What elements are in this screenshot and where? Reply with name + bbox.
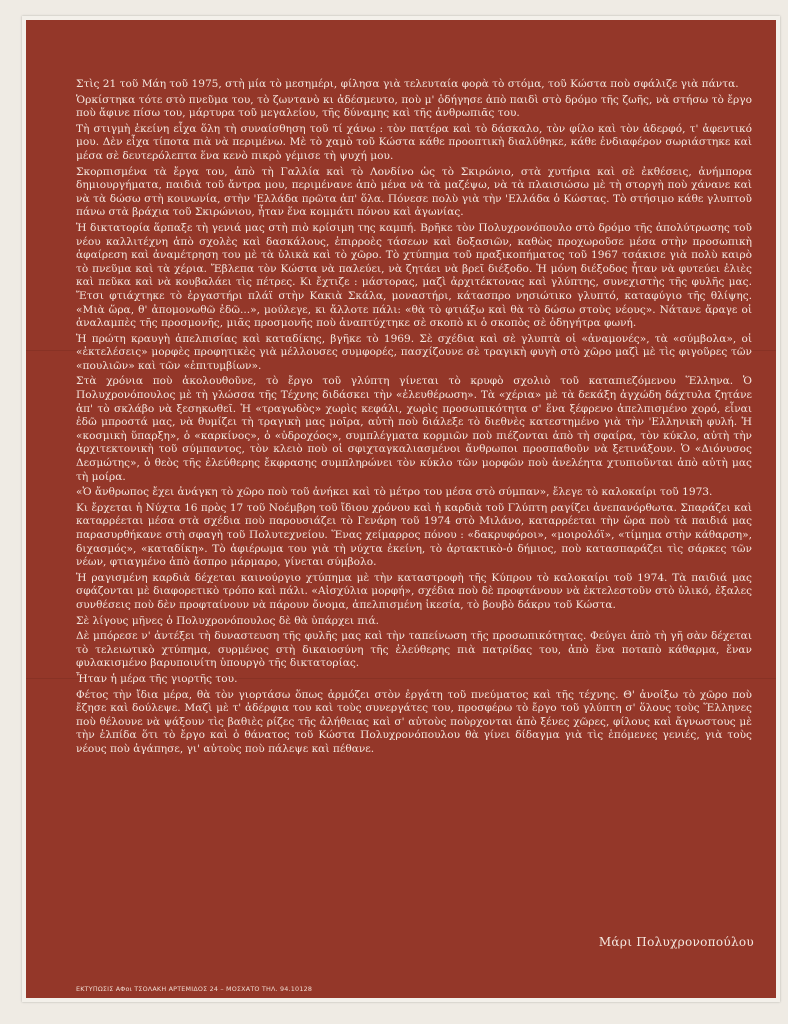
printer-credit: ΕΚΤΥΠΩΣΙΣ ΑΦοι ΤΣΟΛΑΚΗ ΑΡΤΕΜΙΔΟΣ 24 – ΜΟΣΧΑΤΟ ΤΗΛ. 94.10128 (76, 985, 313, 993)
paragraph: Κι ἔρχεται ἡ Νύχτα 16 πρὸς 17 τοῦ Νοέμβρη τοῦ ἴδιου χρόνου καὶ ἡ καρδιὰ τοῦ Γλύπτη ραγίζει ἀνεπανόρθωτα. Σπαράζει καὶ καταρρέεται μέσα στὰ σχέδια ποὺ παρουσιάζει τὸ Γενάρη τοῦ 1974 στὸ Μιλάνο, καταρρέεται τὴν ὥρα ποὺ τὰ παιδιά μας παρασυρθήκανε στὴ σφαγὴ τοῦ Πολυτεχνείου. Ἕνας χείμαρρος πόνου : «δακρυφόροι», «μοιρολόϊ», «τίμημα στὴν κάθαρση», διχασμός», «καταδίκη». Τὸ ἀφιέρωμα του γιὰ τὴ νύχτα ἐκείνη, τὸ ἀρτακτικὸ-ὁ δήμιος, ποὺ κατασπαράζει τὶς σάρκες τῶν νέων, φτιαγμένο ἀπὸ ἄσπρο μάρμαρο, γίνεται σύμβολο. (76, 501, 752, 569)
paragraph: Δὲ μπόρεσε ν' ἀντέξει τὴ δυναστευση τῆς φυλῆς μας καὶ τὴν ταπείνωση τῆς προσωπικότητας. Φεύγει ἀπὸ τὴ γῆ σὰν δέχεται τὸ τελειωτικὸ χτύπημα, συρμένος στὴ δικαιοσύνη τῆς ἐλεύθερης πιὰ πατρίδας του, ἀπὸ ἕνα ποταπὸ κάθαρμα, ἕναν φυλακισμένο βαρυποινίτη ὑπουργὸ τῆς δικτατορίας. (76, 630, 752, 670)
paragraph: «Ὁ ἄνθρωπος ἔχει ἀνάγκη τὸ χῶρο ποὺ τοῦ ἀνήκει καὶ τὸ μέτρο του μέσα στὸ σύμπαν», ἔλεγε τὸ καλοκαίρι τοῦ 1973. (76, 486, 713, 499)
letter-body (76, 78, 752, 759)
paragraph: Τὴ στιγμὴ ἐκείνη εἶχα ὅλη τὴ συναίσθηση τοῦ τί χάνω : τὸν πατέρα καὶ τὸ δάσκαλο, τὸν φίλο καὶ τὸν ἀδερφό, τ' ἀφεντικό μου. Δὲν εἶχα τίποτα πιὰ νὰ περιμένω. Μὲ τὸ χαμὸ τοῦ Κώστα κάθε προοπτικὴ διαλύθηκε, κάθε ἐνδιαφέρον σωριάστηκε καὶ μέσα σὲ δευτερόλεπτα ἕνα κενὸ πικρὸ γέμισε τὴ ψυχή μου. (76, 122, 752, 162)
paragraph: Ἡ ραγισμένη καρδιὰ δέχεται καινούργιο χτύπημα μὲ τὴν καταστροφὴ τῆς Κύπρου τὸ καλοκαίρι τοῦ 1974. Τὰ παιδιά μας σφάζονται μὲ διαφορετικὸ τρόπο καὶ πάλι. «Αἰσχύλια μορφή», σχέδια ποὺ δὲ προφτάνουν νὰ ἐκτελεστοῦν στὸ ὑλικό, ἐξαλες συνθέσεις ποὺ δὲν προφταίνουν νὰ πάρουν ὄνομα, ἀπελπισμένη ἱκεσία, τὸ βουβὸ δάκρυ τοῦ Κώστα. (76, 571, 752, 611)
paragraph: Στὶς 21 τοῦ Μάη τοῦ 1975, στὴ μία τὸ μεσημέρι, φίλησα γιὰ τελευταία φορὰ τὸ στόμα, τοῦ Κώστα ποὺ σφάλιζε γιὰ πάντα. (76, 78, 739, 90)
paragraph: Ὁρκίστηκα τότε στὸ πνεῦμα του, τὸ ζωντανὸ κι ἀδέσμευτο, ποὺ μ' ὁδήγησε ἀπὸ παιδὶ στὸ δρόμο τῆς ζωῆς, νὰ στήσω τὸ ἔργο ποὺ ἄφινε πίσω του, μάρτυρα τοῦ μεγαλείου, τῆς δύναμης καὶ τῆς ἀνθρωπιᾶς του. (76, 93, 752, 120)
paper-sheet (22, 16, 780, 1002)
paragraph: Φέτος τὴν ἴδια μέρα, θὰ τὸν γιορτάσω ὅπως ἁρμόζει στὸν ἐργάτη τοῦ πνεύματος καὶ τῆς τέχνης. Θ' ἀνοίξω τὸ χῶρο ποὺ ἔζησε καὶ δούλεψε. Μαζὶ μὲ τ' ἀδέρφια του καὶ τοὺς συνεργάτες του, προσφέρω τὸ ἔργο τοῦ γλύπτη σ' ὅλους τοὺς Ἕλληνες ποὺ θέλουνε νὰ ψάξουν τὶς βαθιὲς ρίζες τῆς ἀλήθειας καὶ σ' αὐτοὺς ποὺρχονται ἀπὸ ξένες χῶρες, φίλους καὶ ἄγνωστους μὲ τὴν ἐλπίδα ὅτι τὸ ἔργο καὶ ὁ θάνατος τοῦ Κώστα Πολυχρονόπουλου θὰ γίνει δίδαγμα γιὰ τὶς ἑπόμενες γενιές, γιὰ τοὺς νέους ποὺ ἀγάπησε, γι' αὐτοὺς ποὺ πάλεψε καὶ πέθανε. (76, 688, 752, 755)
paragraph: Ἡ δικτατορία ἅρπαξε τὴ γενιά μας στὴ πιὸ κρίσιμη της καμπή. Βρῆκε τὸν Πολυχρονόπουλο στὸ δρόμο τῆς ἀπολύτρωσης τοῦ νέου καλλιτέχνη ἀπὸ σχολὲς καὶ δασκάλους, ἐπιρροὲς τάσεων καὶ δοξασιῶν, καθὼς προχωροῦσε μέσα στὴν προσωπικὴ ἀφαίρεση καὶ ἀναμέτρηση του μὲ τὰ ὑλικὰ καὶ τὸ χῶρο. Τὸ χτύπημα τοῦ πραξικοπήματος τοῦ 1967 τσάκισε γιὰ πολὺ καιρὸ τὸ πνεῦμα καὶ τὰ χέρια. Ἔβλεπα τὸν Κώστα νὰ παλεύει, νὰ ζητάει νὰ βρεῖ διέξοδο. Ἡ μόνη διέξοδος ἦταν νὰ φυτεύει ἐλιὲς καὶ πεῦκα καὶ νὰ κουβαλάει τὶς πέτρες. Κι ἔχτιζε : μάστορας, μαζὶ ἀρχιτέκτονας καὶ γλύπτης, συνεχιστὴς τῆς φυλῆς μας. Ἔτσι φτιάχτηκε τὸ ἐργαστήρι πλάϊ στὴν Κακιὰ Σκάλα, μοναστήρι, κάτασπρο νησιώτικο γλυπτό, καταφύγιο τῆς θλίψης. «Μιὰ ὥρα, θ' ἀπομονωθῶ ἐδῶ...», μούλεγε, κι ἄλλοτε πάλι: «θὰ τὸ φτιάξω καὶ θὰ τὸ δώσω στοὺς νέους». Νάτανε ἄραγε οἱ ἀναλαμπὲς τῆς προσμονῆς, μιᾶς προσμονῆς ποὺ ἀναπτύχτηκε σὲ σκοπὸ κι ὁ σκοπὸς σὲ ὁδηγήτρα φωνή. (76, 221, 752, 330)
paragraph: Σκορπισμένα τὰ ἔργα του, ἀπὸ τὴ Γαλλία καὶ τὸ Λονδίνο ὡς τὸ Σκιρώνιο, στὰ χυτήρια καὶ σὲ ἐκθέσεις, ἀνήμπορα δημιουργήματα, παιδιὰ τοῦ ἄντρα μου, περιμένανε ἀπὸ μένα νὰ τὰ μαζέψω, νὰ τὰ πλαισιώσω μὲ τὴ στοργὴ ποὺ χάνανε καὶ νὰ τὰ δώσω στὴ κοινωνία, στὴν 'Ελλάδα πρῶτα ἀπ' ὅλα. Πόνεσε πολὺ γιὰ τὴν 'Ελλάδα ὁ Κώστας. Τὸ στήσιμο κάθε γλυπτοῦ πάνω στὰ βράχια τοῦ Σκιρώνιου, ἦταν ἕνα κομμάτι πόνου καὶ ἀγωνίας. (76, 165, 752, 219)
text-panel (26, 20, 776, 998)
signature: Μάρι Πολυχρονοπούλου (598, 935, 754, 949)
paragraph: Ἦταν ἡ μέρα τῆς γιορτῆς του. (76, 672, 238, 685)
paragraph: Στὰ χρόνια ποὺ ἀκολουθοῦνε, τὸ ἔργο τοῦ γλύπτη γίνεται τὸ κρυφὸ σχολιὸ τοῦ καταπιεζόμενου Ἕλληνα. Ὁ Πολυχρονόπουλος μὲ τὴ γλώσσα τῆς Τέχνης διδάσκει τὴν «ἐλευθέρωση». Τὰ «χέρια» μὲ τὰ δεκάξη ἀγχώδη δάχτυλα ζητάνε ἀπ' τὸ σκλάβο νὰ ξεσηκωθεῖ. Ἡ «τραγωδὸς» χωρὶς κεφάλι, χωρὶς προσωπικότητα σ' ἕνα ξέφρενο ἀπελπισμένο χορό, εἶναι ἐδῶ μπροστά μας, νὰ θυμίζει τὴ τραγικὴ μας μοῖρα, αὐτὴ ποὺ διάλεξε τὸ διεθνὲς κατεστημένο γιὰ τὴν 'Ελληνικὴ φυλή. Ἡ «κοσμικὴ ὕπαρξη», ὁ «καρκίνος», ὁ «ὑδροχόος», συμπλέγματα κορμιῶν ποὺ πιέζονται ἀπὸ τὴ σφαίρα, τὸν κύκλο, αὐτὴ τὴν ἀρχιτεκτονικὴ τοῦ σύμπαντος, τὸν κλειὸ ποὺ οἱ σφιχταγκαλιασμένοι ἄνθρωποι προσπαθοῦν νὰ ξετινάξουν. Ὁ «Διόνυσος Δεσμώτης», ὁ θεὸς τῆς ἐλεύθερης ἔκφρασης συμπληρώνει τὸν κύκλο τῶν μορφῶν ποὺ ἀνελέητα χτυπιοῦνται ἀπὸ αὐτὴ μας τὴ μοίρα. (76, 375, 752, 483)
paragraph: Ἡ πρώτη κραυγὴ ἀπελπισίας καὶ καταδίκης, βγῆκε τὸ 1969. Σὲ σχέδια καὶ σὲ γλυπτὰ οἱ «ἀναμονές», τὰ «σύμβολα», οἱ «ἐκτελέσεις» μορφὲς προφητικὲς γιὰ μέλλουσες συμφορές, πασχίζουνε σὲ τραγικὴ φυγὴ στὸ χῶρο μαζὶ μὲ τὶς φιγοῦρες τῶν «πουλιῶν» καὶ τῶν «ἐπιτυμβίων». (76, 332, 752, 372)
paragraph: Σὲ λίγους μῆνες ὁ Πολυχρονόπουλος δὲ θὰ ὑπάρχει πιά. (76, 614, 380, 627)
